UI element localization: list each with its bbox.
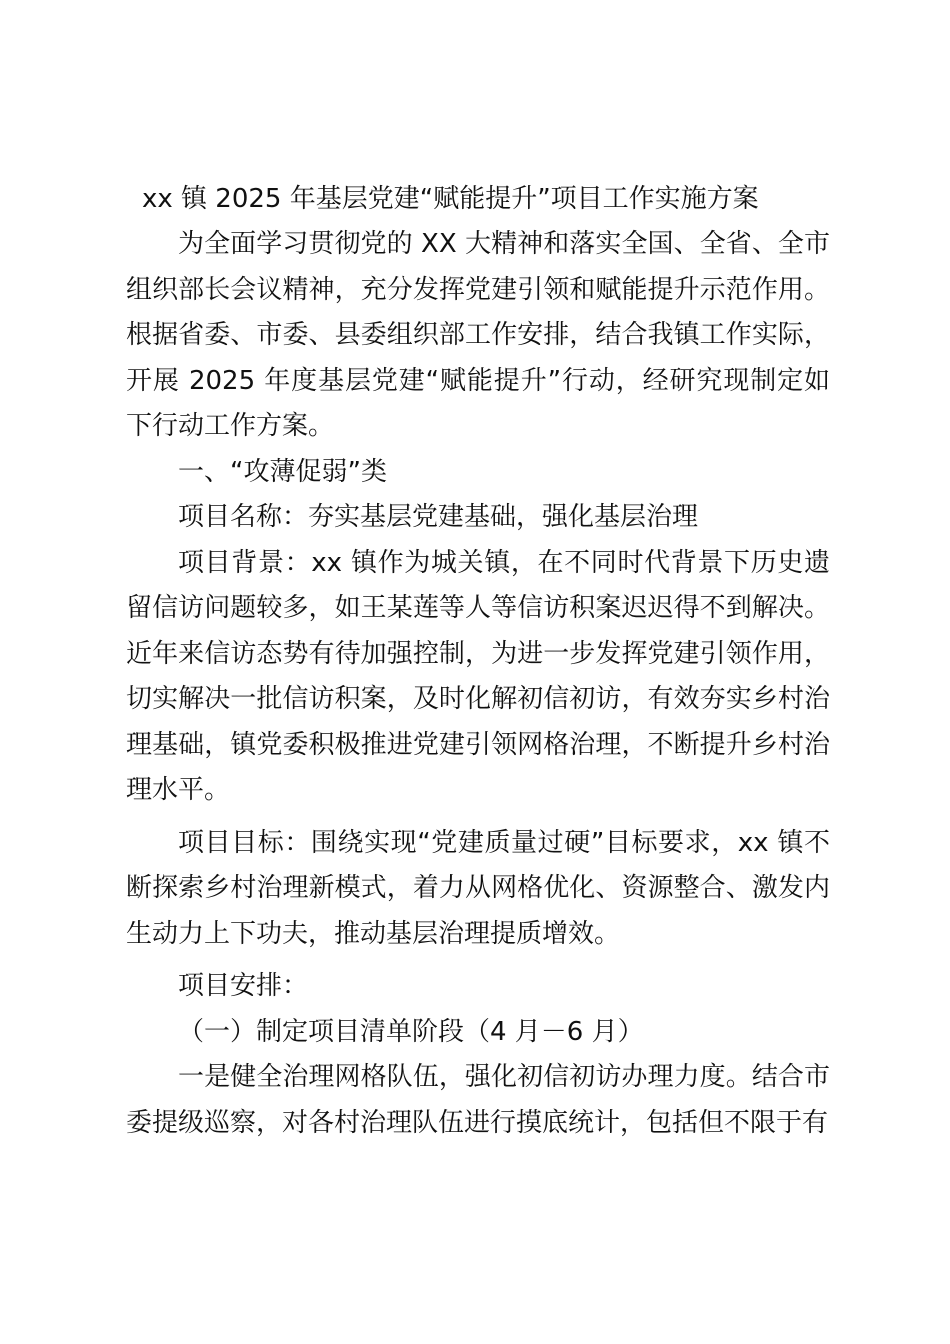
project-name-paragraph: 项目名称：夯实基层党建基础，强化基层治理 [178,502,699,532]
stage-1-paragraph: 一是健全治理网格队伍，强化初信初访办理力度。结合市委提级巡察，对各村治理队伍进行摸底统计，包括但不限于有 [126,1062,830,1138]
stage-heading-1: （一）制定项目清单阶段（4 月－6 月） [178,1016,644,1047]
document-body [126,222,830,1146]
paragraph-intro: 为全面学习贯彻党的 XX 大精神和落实全国、全省、全市组织部长会议精神，充分发挥党建引领和赋能提升示范作用。根据省委、市委、县委组织部工作安排，结合我镇工作实际，开展 2025 年度基层党建“赋能提升”行动，经研究现制定如下行动工作方案。 [126,229,830,441]
project-goal-paragraph: 项目目标：围绕实现“党建质量过硬”目标要求，xx 镇不断探索乡村治理新模式，着力从网格优化、资源整合、激发内生动力上下功夫，推动基层治理提质增效。 [126,827,830,949]
project-background-paragraph: 项目背景：xx 镇作为城关镇，在不同时代背景下历史遗留信访问题较多，如王某莲等人等信访积案迟迟得不到解决。近年来信访态势有待加强控制，为进一步发挥党建引领作用，切实解决一批信访积案，及时化解初信初访，有效夯实乡村治理基础，镇党委积极推进党建引领网格治理，不断提升乡村治理水平。 [126,547,830,805]
document-title: xx 镇 2025 年基层党建“赋能提升”项目工作实施方案 [142,184,759,214]
project-arrangement-heading: 项目安排： [178,971,309,1001]
section-heading-1: 一、“攻薄促弱”类 [178,456,387,487]
